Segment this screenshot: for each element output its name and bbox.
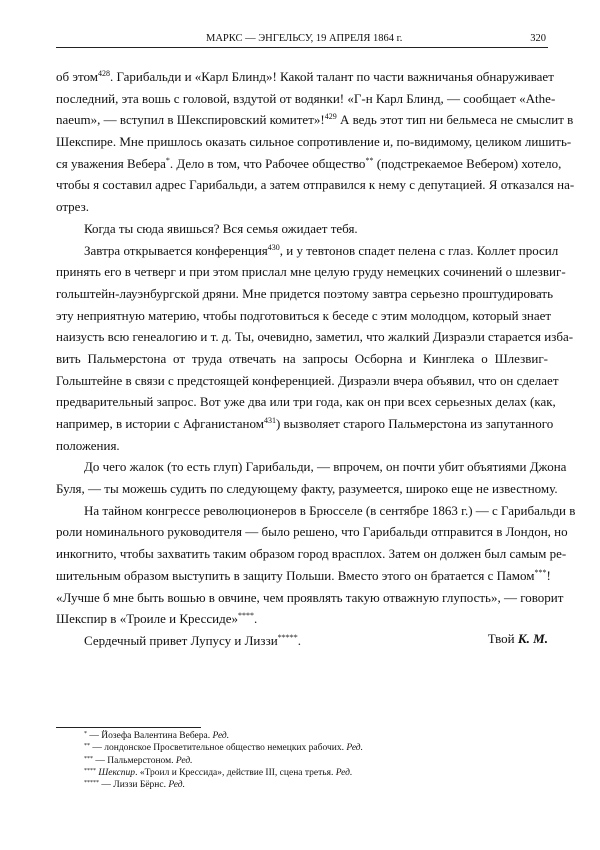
text-line: гольштейн-лауэнбургской дряни. Мне придется поэтому завтра серьезно проштудировать [56, 285, 554, 301]
text-line: об этом$^{428}$. Гарибальди и «Карл Блинд»! Какой талант по части важничанья обнаруживает [56, 69, 554, 84]
signature-initials: К. М. [517, 631, 548, 646]
footnote: ** — лондонское Просветительное общество немецких рабочих. Ред. [84, 743, 363, 754]
text-line: отрез. [56, 199, 89, 215]
footnote-ref: ***** [277, 632, 298, 642]
signature-prefix: Твой [487, 631, 518, 646]
text-line: принять его в четверг и при этом прислал мне целую груду немецких сочинений о шлезвиг- [56, 264, 566, 280]
text-line: наизусть всю генеалогию и т. д. Ты, очевидно, заметил, что жалкий Дизраэли старается изба- [56, 329, 574, 345]
footnote: * — Йозефа Валентина Вебера. Ред. [84, 731, 230, 741]
footnote: *** — Пальмерстоном. Ред. [84, 755, 193, 766]
text-line: вить Пальмерстона от труда отвечать на запросы Осборна и Кинглека о Шлезвиг- [56, 350, 548, 366]
footnote-ref: 429 [324, 112, 337, 122]
text-line: Когда ты сюда явишься? Вся семья ожидает тебя. [84, 220, 358, 236]
text-line: Сердечный привет Лупусу и Лиззи*****. [84, 632, 302, 648]
text-line: Шекспир в «Троиле и Крессиде»****. [56, 611, 258, 627]
page-number: 320 [530, 33, 546, 44]
footnotes [84, 730, 363, 791]
text-line: роли номинального руководителя — было решено, что Гарибальди отправится в Лондон, но [56, 524, 568, 540]
text-line: «Лучше б мне быть вошью в овчине, чем проявлять такую отважную глупость», — говорит [56, 589, 564, 605]
footnote-mark: **** [84, 767, 96, 774]
text-line: например, в истории с Афганистаном$^{431}$) вызволяет старого Пальмерстона из запутанного [56, 416, 554, 431]
footnote-mark: *** [84, 755, 93, 762]
footnote-divider [56, 727, 201, 728]
text-line: Шекспире. Мне пришлось оказать сильное сопротивление и, по-видимому, целиком лишить- [56, 134, 572, 150]
text-line: шительным образом выступить в защиту Польши. Вместо этого он братается с Памом***! [56, 567, 551, 583]
text-line: На тайном конгрессе революционеров в Брюсселе (в сентябре 1863 г.) — с Гарибальди в [84, 502, 576, 518]
text-line: Завтра открывается конференция$^{430}$, и у тевтонов спадет пелена с глаз. Коллет просил [84, 242, 559, 258]
text-line: ся уважения Вебера*. Дело в том, что Рабочее общество** (подстрекаемое Вебером) хотело, [56, 155, 562, 171]
text-line: предварительный запрос. Вот уже два или три года, как он при всех серьезных делах (как, [56, 394, 556, 410]
footnote-ref: 428 [97, 69, 110, 78]
text-line: эту неприятную материю, чтобы подготовиться к беседе с этим молодцом, который знает [56, 307, 552, 323]
letter-body [56, 66, 576, 652]
text-line: чтобы я составил адрес Гарибальди, а затем отправился к нему с депутацией. Я отказался на- [56, 177, 575, 193]
text-line: До чего жалок (то есть глуп) Гарибальди, — впрочем, он почти убит объятиями Джона [84, 459, 567, 475]
footnote-ref: *** [534, 567, 547, 577]
text-line: naeum», — вступил в Шекспировский комитет»!$^{429}$ А ведь этот тип ни бельмеса не смыслит в [56, 112, 574, 128]
footnote: ***** — Лиззи Бёрнс. Ред. [84, 780, 185, 791]
footnote-mark: ***** [84, 780, 99, 787]
text-line: инкогнито, чтобы захватить таким образом город врасплох. Затем он должен был самым ре- [56, 546, 567, 562]
footnote: **** Шекспир. «Троил и Крессида», действие III, сцена третья. Ред. [84, 767, 353, 778]
running-header [56, 31, 548, 48]
text-line: Буля, — ты можешь судить по следующему факту, разумеется, широко еще не известному. [56, 481, 558, 497]
footnote-ref: 431 [263, 416, 276, 425]
text-line: положения. [56, 437, 120, 453]
text-line: последний, эта вошь с головой, вздутой от водянки! «Г-н Карл Блинд, — сообщает «Athe- [56, 90, 556, 106]
text-line: Гольштейне в связи с предстоящей конференцией. Дизраэли вчера объявил, что он сделает [56, 372, 559, 388]
footnote-mark: ** [84, 743, 90, 750]
signature [488, 631, 548, 647]
footnote-mark: * [84, 731, 87, 737]
footnote-ref: **** [237, 611, 254, 621]
header-title: МАРКС — ЭНГЕЛЬСУ, 19 АПРЕЛЯ 1864 г. [206, 33, 403, 44]
footnote-ref: * [165, 155, 170, 165]
footnote-ref: ** [365, 155, 374, 165]
footnote-ref: 430 [267, 242, 280, 252]
